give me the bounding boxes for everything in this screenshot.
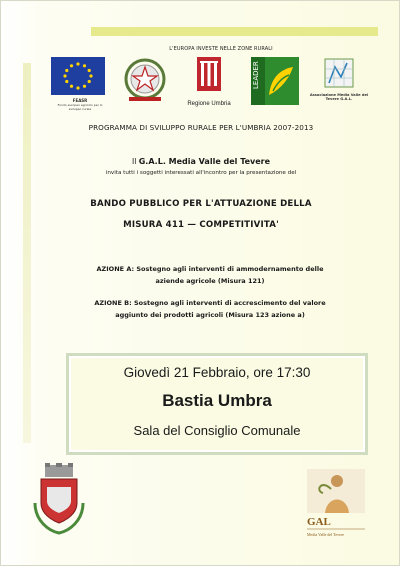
feasr-subcaption: Fondo europeo agricolo per lo sviluppo rurale (57, 103, 103, 111)
gal-logo-text: GAL (307, 516, 331, 528)
event-city: Bastia Umbra (162, 391, 272, 410)
regione-umbria-icon (179, 57, 239, 97)
logo-row (51, 57, 371, 113)
gal-intro (1, 157, 400, 166)
gal-name: G.A.L. Media Valle del Tevere (138, 157, 271, 166)
eu-flag-icon (51, 57, 105, 95)
azione-a-line-1: AZIONE A: Sostegno agli interventi di ammodernamento delle (96, 265, 324, 273)
invite-text: invita tutti i soggetti interessati all'incontro per la presentazione del (105, 170, 297, 176)
event-date-time: Giovedì 21 Febbraio, ore 17:30 (123, 365, 311, 380)
program-title: PROGRAMMA DI SVILUPPO RURALE PER L'UMBRIA 2007-2013 (88, 123, 314, 132)
azione-b (49, 298, 371, 321)
gal-prefix: Il (131, 157, 137, 166)
azione-a (49, 264, 371, 287)
gal-footer-logo (301, 469, 371, 539)
italian-republic-emblem (123, 57, 167, 109)
municipal-crest (33, 463, 85, 539)
leader-icon (251, 57, 299, 105)
crest-icon (33, 463, 85, 535)
association-logo (309, 57, 369, 101)
regione-umbria-logo (179, 57, 239, 107)
bando-heading (31, 194, 371, 236)
map-grid-icon (309, 57, 369, 89)
star-emblem-icon (123, 57, 167, 105)
event-room: Sala del Consiglio Comunale (133, 423, 301, 438)
top-accent-stripe (91, 27, 378, 36)
left-decorative-band (23, 63, 31, 443)
eu-tagline: L'EUROPA INVESTE NELLE ZONE RURALI (169, 46, 273, 52)
feasr-caption: FEASR (72, 98, 88, 103)
gal-figure-icon (301, 469, 371, 541)
eu-feasr-logo (51, 57, 109, 111)
bando-line-2: MISURA 411 — COMPETITIVITA' (123, 220, 279, 230)
azione-a-line-2: aziende agricole (Misura 121) (155, 276, 265, 285)
gal-logo-sub: Media Valle del Tevere (307, 532, 345, 537)
association-caption: Associazione Media Valle del Tevere G.A.L. (309, 93, 369, 101)
regione-label: Regione Umbria (187, 101, 231, 107)
event-box (66, 353, 368, 455)
leader-text: LEADER (252, 61, 260, 89)
azione-b-line-2: aggiunto dei prodotti agricoli (Misura 123 azione a) (115, 310, 305, 319)
bando-line-1: BANDO PUBBLICO PER L'ATTUAZIONE DELLA (90, 199, 312, 209)
leader-logo (251, 57, 299, 109)
azione-b-line-1: AZIONE B: Sostegno agli interventi di accrescimento del valore (94, 299, 326, 307)
